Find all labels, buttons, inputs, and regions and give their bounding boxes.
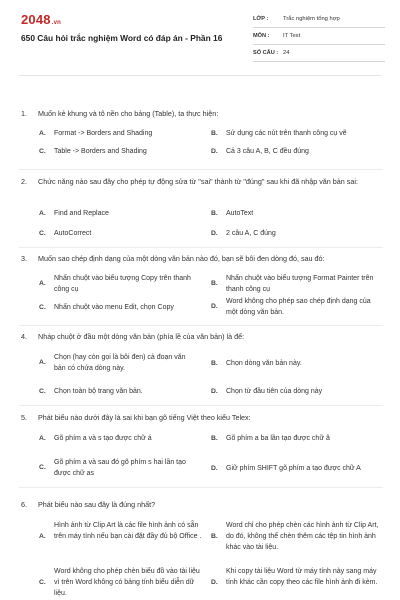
- option-text: Word không cho phép chèn biểu đồ vào tài liệu vì trên Word không có bảng tính biểu diễn dữ liệu.: [54, 568, 200, 597]
- option-text: Gõ phím a và s tạo được chữ á: [54, 435, 152, 442]
- question-5-sep: [21, 405, 383, 406]
- option-letter: B.: [211, 210, 218, 217]
- page-title: 650 Câu hỏi trắc nghiệm Word có đáp án - Phần 16: [21, 33, 223, 43]
- question-number: 2.: [21, 177, 27, 186]
- meta-count-key: SỐ CÂU :: [253, 50, 279, 56]
- question-text: Nháp chuột ở đầu một dòng văn bản (phía lề của văn bản) là để:: [38, 332, 245, 341]
- option-letter: B.: [211, 533, 218, 540]
- option-text: Giữ phím SHIFT gõ phím a tạo được chữ A: [226, 465, 361, 472]
- question-separator: [19, 405, 383, 406]
- option-text: Khi copy tài liệu Word từ máy tính này sang máy tính khác cần copy theo các file hình ảnh đi kèm.: [226, 568, 378, 586]
- option-letter: B.: [211, 360, 218, 367]
- question-header: [21, 499, 383, 510]
- meta-class-key: LỚP :: [253, 16, 269, 22]
- question-2: [21, 169, 383, 170]
- question-separator: [19, 325, 383, 326]
- meta-count-value: 24: [283, 50, 290, 56]
- meta-count-row: [253, 47, 385, 62]
- option-text: Gõ phím a và sau đó gõ phím s hai lần tạo được chữ as: [54, 459, 186, 477]
- option-letter: D.: [211, 579, 218, 586]
- question-4: [21, 331, 383, 342]
- option-letter: A.: [39, 359, 46, 366]
- question-separator: [19, 487, 383, 488]
- option-text: Table -> Borders and Shading: [54, 148, 147, 155]
- option-letter: D.: [211, 148, 218, 155]
- question-5: [21, 412, 383, 423]
- option-letter: C.: [39, 388, 46, 395]
- question-3-sep: [21, 247, 383, 248]
- question-number: 5.: [21, 413, 27, 422]
- option-letter: D.: [211, 230, 218, 237]
- option-letter: D.: [211, 465, 218, 472]
- question-header: [21, 176, 383, 187]
- option-letter: A.: [39, 533, 46, 540]
- question-separator: [19, 169, 383, 170]
- question-text: Phát biểu nào dưới đây là sai khi bạn gõ tiếng Việt theo kiểu Telex:: [38, 413, 251, 422]
- option-text: Nhấn chuột vào biểu tượng Format Painter trên thanh công cụ: [226, 275, 374, 293]
- option-text: Chọn (hay còn gọi là bôi đen) cả đoạn văn bản có chứa dòng này.: [54, 354, 186, 372]
- option-letter: D.: [211, 388, 218, 395]
- option-letter: B.: [211, 130, 218, 137]
- option-letter: C.: [39, 148, 46, 155]
- meta-class-row: [253, 13, 385, 28]
- option-letter: D.: [211, 303, 218, 310]
- option-text: 2 câu A, C đúng: [226, 230, 276, 237]
- option-letter: A.: [39, 280, 46, 287]
- option-letter: B.: [211, 280, 218, 287]
- question-number: 6.: [21, 500, 27, 509]
- option-letter: C.: [39, 304, 46, 311]
- meta-subject-row: [253, 30, 385, 45]
- meta-class-value: Trắc nghiệm tổng hợp: [283, 16, 340, 22]
- question-text: Muốn sao chép định dạng của một dòng văn bản nào đó, bạn sẽ bôi đen dòng đó, sau đó:: [38, 254, 325, 263]
- meta-subject-key: MÔN :: [253, 33, 270, 39]
- option-letter: A.: [39, 435, 46, 442]
- question-text: Phát biểu nào sau đây là đúng nhất?: [38, 500, 156, 509]
- question-number: 1.: [21, 109, 27, 118]
- option-text: AutoText: [226, 210, 254, 217]
- question-6: [21, 499, 383, 510]
- question-header: [21, 253, 383, 264]
- question-text: Chức năng nào sau đây cho phép tự động sửa từ "sai" thành từ "đúng" sau khi đã nhập văn bản sai:: [38, 177, 358, 186]
- question-header: [21, 412, 383, 423]
- question-6-sep: [21, 487, 383, 488]
- option-text: Chọn dòng văn bản này.: [226, 360, 302, 367]
- question-separator: [19, 247, 383, 248]
- option-text: Nhấn chuột vào biểu tượng Copy trên thanh công cụ: [54, 275, 191, 293]
- option-text: Cả 3 câu A, B, C đều đúng: [226, 148, 309, 155]
- option-text: Chọn toàn bộ trang văn bản.: [54, 388, 143, 395]
- option-text: Gõ phím a ba lần tạo được chữ â: [226, 435, 330, 442]
- logo-main: 2048: [21, 12, 51, 27]
- header-divider: [19, 75, 381, 76]
- question-text: Muốn kẻ khung và tô nền cho bảng (Table), ta thực hiện:: [38, 109, 219, 118]
- option-text: Chọn từ đầu tiên của dòng này: [226, 388, 323, 395]
- site-logo[interactable]: [21, 12, 61, 27]
- option-text: Nhấn chuột vào menu Edit, chọn Copy: [54, 304, 174, 311]
- question-4-sep: [21, 325, 383, 326]
- question-1: [21, 108, 383, 119]
- option-text: Sử dụng các nút trên thanh công cụ vẽ: [226, 130, 347, 137]
- question-header: [21, 108, 383, 119]
- option-text: Word chỉ cho phép chèn các hình ảnh từ Clip Art, do đó, không thể chèn thêm các tệp tin hình ảnh khác vào tài liệu.: [226, 522, 379, 551]
- meta-subject-value: IT Test: [283, 33, 301, 39]
- option-text: Format -> Borders and Shading: [54, 130, 153, 137]
- option-text: Hình ảnh từ Clip Art là các file hình ảnh có sẵn trên máy tính nếu bạn cài đặt đầy đủ bộ Office .: [54, 522, 202, 540]
- option-letter: C.: [39, 464, 46, 471]
- question-number: 4.: [21, 332, 27, 341]
- meta-panel: [253, 13, 385, 64]
- question-header: [21, 331, 383, 342]
- option-text: AutoCorrect: [54, 230, 92, 237]
- option-text: Find and Replace: [54, 210, 109, 217]
- option-letter: C.: [39, 579, 46, 586]
- option-letter: A.: [39, 130, 46, 137]
- option-letter: B.: [211, 435, 218, 442]
- header: [0, 0, 400, 74]
- logo-tld: .vn: [51, 20, 62, 26]
- option-letter: C.: [39, 230, 46, 237]
- question-2-head: [21, 176, 383, 187]
- question-number: 3.: [21, 254, 27, 263]
- option-text: Word không cho phép sao chép định dạng của một dòng văn bản.: [226, 298, 371, 316]
- option-letter: A.: [39, 210, 46, 217]
- question-3: [21, 253, 383, 264]
